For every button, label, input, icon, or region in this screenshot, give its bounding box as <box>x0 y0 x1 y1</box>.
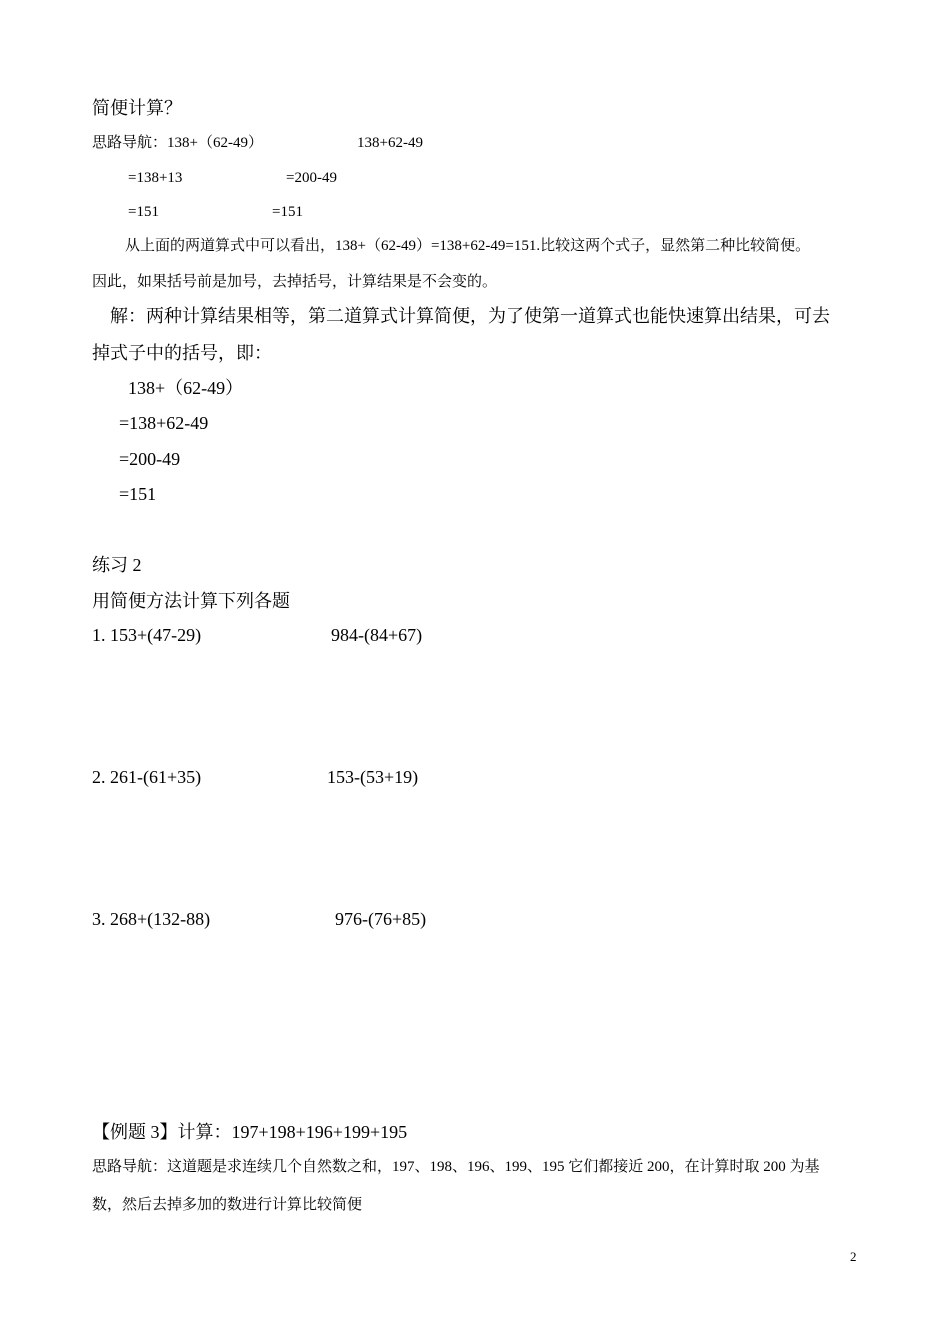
practice-problem-b: 976-(76+85) <box>335 909 427 929</box>
hint-col1-line2: =138+13 <box>128 170 183 186</box>
solution-step: =200-49 <box>119 449 181 469</box>
practice-instruction: 用简便方法计算下列各题 <box>92 591 290 611</box>
example3-hint-line1: 思路导航：这道题是求连续几个自然数之和，197、198、196、199、195 它们都接近 200，在计算时取 200 为基 <box>92 1159 820 1175</box>
practice-title: 练习 2 <box>92 555 142 575</box>
example3-title: 【例题 3】计算：197+198+196+199+195 <box>92 1122 408 1142</box>
practice-problem-a: 3. 268+(132-88) <box>92 909 211 929</box>
hint-paragraph-line2: 因此，如果括号前是加号，去掉括号，计算结果是不会变的。 <box>92 274 498 290</box>
practice-problem-b: 153-(53+19) <box>327 767 419 787</box>
solution-step: =151 <box>119 484 157 504</box>
solution-line2: 掉式子中的括号，即： <box>92 343 272 363</box>
heading: 简便计算？ <box>92 98 182 118</box>
hint-label-line: 思路导航：138+（62-49） <box>92 135 263 151</box>
example3-hint-line2: 数，然后去掉多加的数进行计算比较简便 <box>92 1197 363 1213</box>
hint-paragraph-line1: 从上面的两道算式中可以看出，138+（62-49）=138+62-49=151.比较这两个式子，显然第二种比较简便。 <box>125 238 811 254</box>
practice-problem-a: 2. 261-(61+35) <box>92 767 202 787</box>
practice-problem-a: 1. 153+(47-29) <box>92 625 202 645</box>
hint-col2-line2: =200-49 <box>286 170 337 186</box>
hint-col2-line1: 138+62-49 <box>357 135 423 151</box>
solution-line1: 解：两种计算结果相等，第二道算式计算简便，为了使第一道算式也能快速算出结果，可去 <box>110 306 830 326</box>
solution-step: 138+（62-49） <box>128 378 244 398</box>
practice-problem-b: 984-(84+67) <box>331 625 423 645</box>
hint-col1-line3: =151 <box>128 204 159 220</box>
hint-col2-line3: =151 <box>272 204 303 220</box>
solution-step: =138+62-49 <box>119 413 209 433</box>
page-number: 2 <box>850 1249 857 1264</box>
